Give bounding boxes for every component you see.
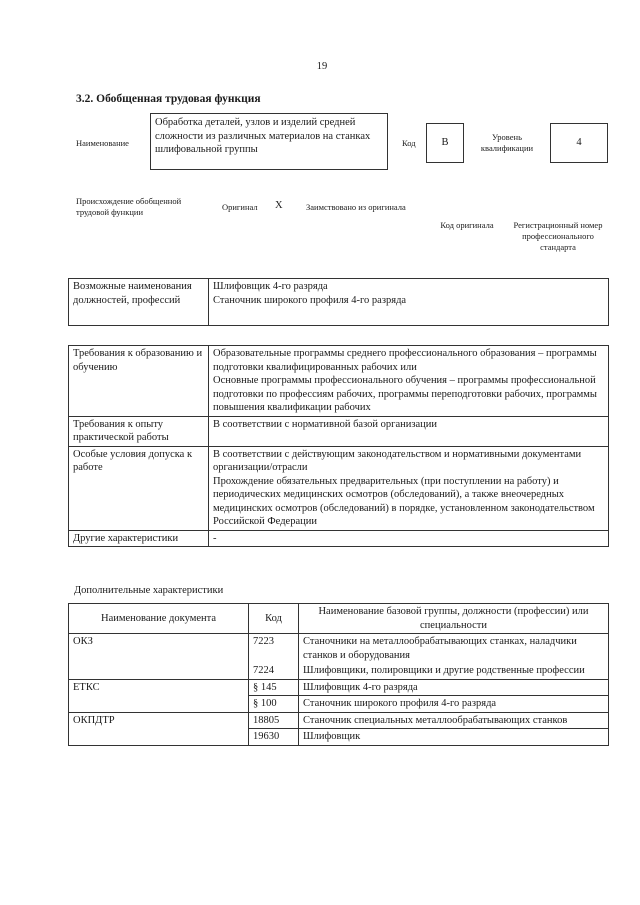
code-cell: 7224 [249, 663, 299, 679]
additional-table [68, 603, 609, 746]
borrowed-label: Заимствовано из оригинала [306, 202, 406, 212]
origin-label: Происхождение обобщенной трудовой функции [76, 196, 182, 217]
code-value-box: B [426, 123, 464, 163]
name-cell: Шлифовщики, полировщики и другие родственные профессии [299, 663, 609, 679]
requirement-row [69, 346, 609, 417]
name-cell: Станочники на металлообрабатывающих станках, наладчики станков и оборудования [299, 634, 609, 664]
table-row [69, 634, 609, 664]
table-row [69, 679, 609, 696]
doc-cell: ЕТКС [69, 679, 249, 712]
additional-title: Дополнительные характеристики [74, 585, 224, 596]
requirement-value: Образовательные программы среднего профессионального образования – программы подготовки квалифицированных рабочих или Основные программы профессионального обучения – программы профессиональной подготовки по профессиям рабочих, программы переподготовки рабочих, программы повышения квалификации рабочих [209, 346, 609, 417]
header-doc: Наименование документа [69, 604, 249, 634]
name-cell: Станочник широкого профиля 4-го разряда [299, 696, 609, 713]
original-mark: X [275, 200, 283, 211]
name-cell: Станочник специальных металлообрабатывающих станков [299, 712, 609, 729]
name-cell: Шлифовщик [299, 729, 609, 746]
level-label: Уровень квалификации [480, 132, 534, 153]
requirement-label: Особые условия допуска к работе [69, 446, 209, 530]
requirements-table [68, 345, 609, 547]
original-label: Оригинал [222, 202, 258, 212]
requirement-value: В соответствии с действующим законодательством и нормативными документами организации/отрасли Прохождение обязательных предварительных (при поступлении на работу) и периодических медицинских осмотров (обследований), а также внеочередных медицинских осмотров (обследований) в порядке, установленном законодательством Российской Федерации [209, 446, 609, 530]
requirement-row [69, 416, 609, 446]
additional-header-row [69, 604, 609, 634]
positions-label: Возможные наименования должностей, профессий [69, 279, 209, 326]
doc-cell: ОКПДТР [69, 712, 249, 745]
code-cell: § 100 [249, 696, 299, 713]
code-original-label: Код оригинала [440, 220, 494, 230]
position-line: Шлифовщик 4-го разряда [213, 281, 328, 292]
requirement-label: Другие характеристики [69, 530, 209, 547]
positions-table [68, 278, 609, 326]
function-name-box: Обработка деталей, узлов и изделий средней сложности из различных материалов на станках шлифовальной группы [150, 113, 388, 170]
requirement-row [69, 446, 609, 530]
name-label: Наименование [76, 138, 129, 148]
requirement-label: Требования к образованию и обучению [69, 346, 209, 417]
page-number: 19 [316, 61, 328, 72]
section-title: 3.2. Обобщенная трудовая функция [76, 93, 261, 105]
code-cell: 18805 [249, 712, 299, 729]
position-line: Станочник широкого профиля 4-го разряда [213, 294, 407, 306]
table-row [69, 712, 609, 729]
code-cell: § 145 [249, 679, 299, 696]
code-cell: 19630 [249, 729, 299, 746]
requirement-value: В соответствии с нормативной базой организации [209, 416, 609, 446]
code-label: Код [402, 138, 416, 148]
doc-cell: ОКЗ [69, 634, 249, 680]
header-name: Наименование базовой группы, должности (профессии) или специальности [299, 604, 609, 634]
positions-row [69, 279, 609, 326]
positions-value [209, 279, 609, 326]
requirement-row [69, 530, 609, 547]
requirement-label: Требования к опыту практической работы [69, 416, 209, 446]
name-cell: Шлифовщик 4-го разряда [299, 679, 609, 696]
requirement-value: - [209, 530, 609, 547]
reg-number-label: Регистрационный номер профессионального стандарта [513, 220, 603, 252]
code-cell: 7223 [249, 634, 299, 664]
level-value-box: 4 [550, 123, 608, 163]
header-code: Код [249, 604, 299, 634]
